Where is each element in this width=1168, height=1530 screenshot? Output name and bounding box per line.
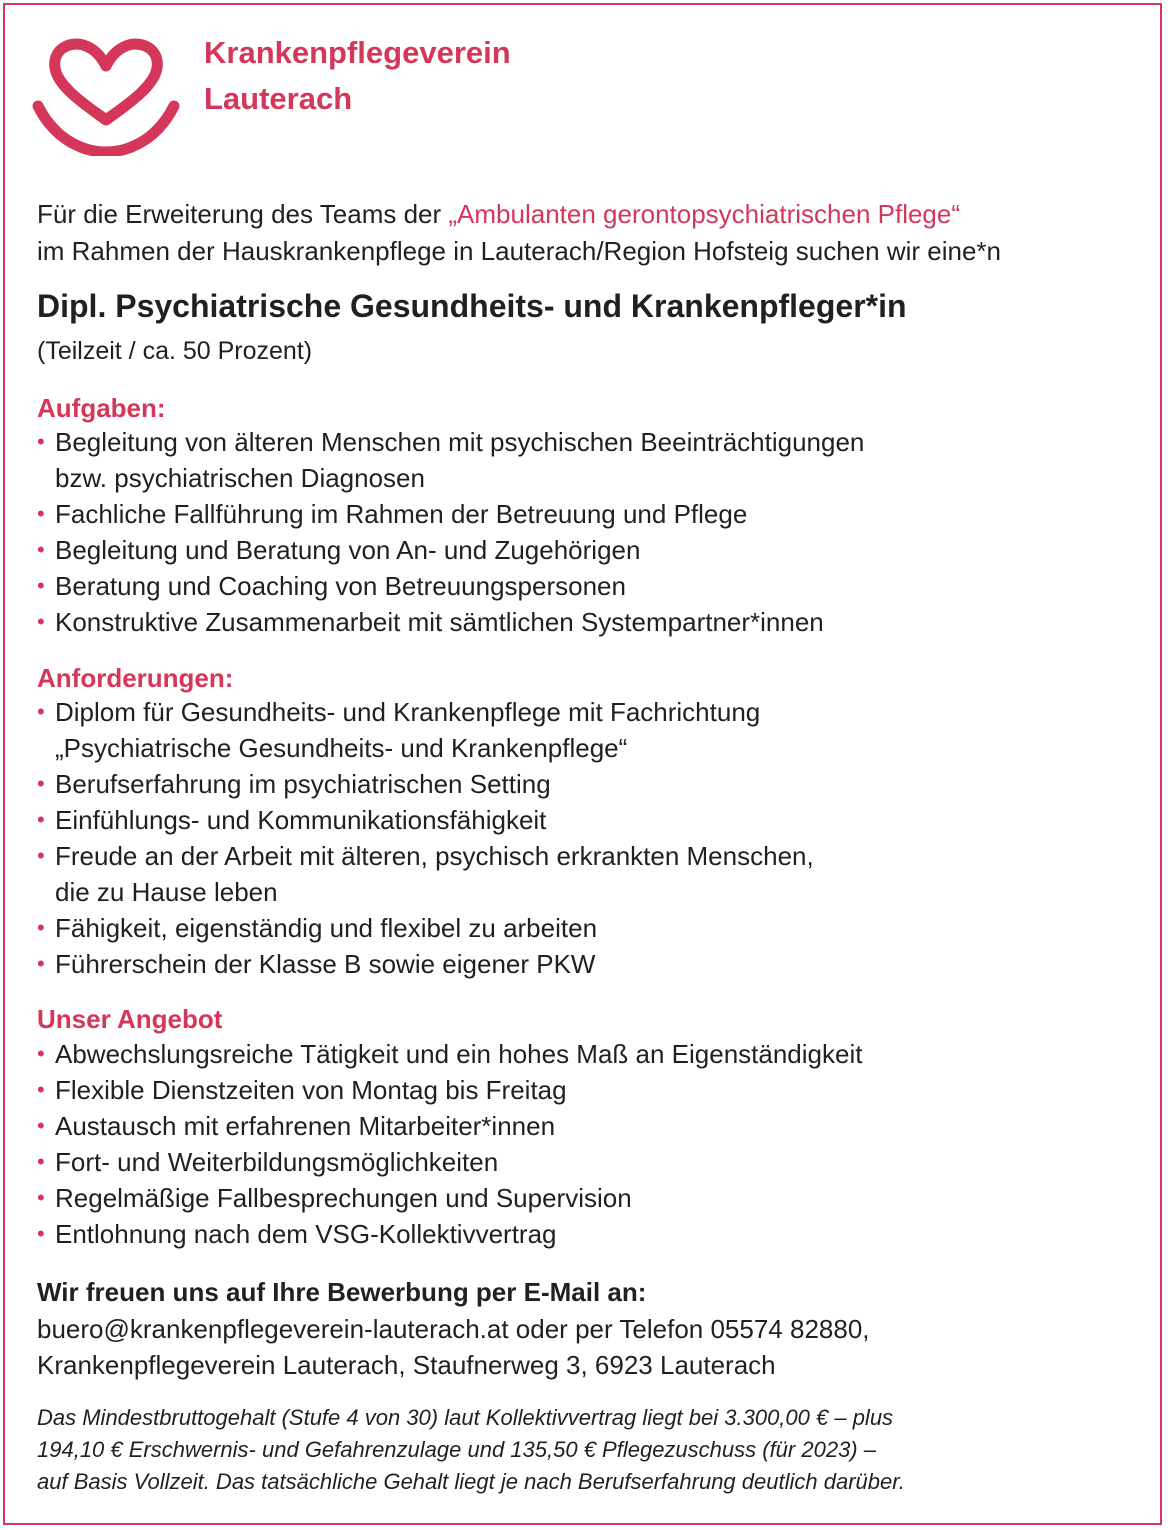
list-item: • Fachliche Fallführung im Rahmen der Betreuung und Pflege bbox=[37, 496, 1147, 532]
angebot-list bbox=[37, 1036, 1147, 1252]
salary-line1: Das Mindestbruttogehalt (Stufe 4 von 30) laut Kollektivvertrag liegt bei 3.300,00 € – plus bbox=[37, 1405, 894, 1430]
intro-highlight: „Ambulanten gerontopsychiatrischen Pflege“ bbox=[448, 199, 961, 229]
job-title: Dipl. Psychiatrische Gesundheits- und Krankenpfleger*in bbox=[37, 288, 907, 324]
section-title-angebot: Unser Angebot bbox=[37, 1004, 223, 1034]
list-item: • Fort- und Weiterbildungsmöglichkeiten bbox=[37, 1144, 1147, 1180]
address: Krankenpflegeverein Lauterach, Staufnerweg 3, 6923 Lauterach bbox=[37, 1350, 776, 1380]
list-item: • Regelmäßige Fallbesprechungen und Supervision bbox=[37, 1180, 1147, 1216]
organization-name bbox=[204, 30, 511, 122]
intro-line2: im Rahmen der Hauskrankenpflege in Lauterach/Region Hofsteig suchen wir eine*n bbox=[37, 236, 1001, 266]
list-item: • Entlohnung nach dem VSG-Kollektivvertrag bbox=[37, 1216, 1147, 1252]
email-link[interactable]: buero@krankenpflegeverein-lauterach.at bbox=[37, 1314, 509, 1344]
heart-smile-icon bbox=[28, 30, 184, 156]
list-item: • Einfühlungs- und Kommunikationsfähigkeit bbox=[37, 802, 1147, 838]
section-title-anforderungen: Anforderungen: bbox=[37, 663, 234, 693]
anforderungen-list bbox=[37, 694, 1147, 982]
list-item: • Freude an der Arbeit mit älteren, psychisch erkrankten Menschen, die zu Hause leben bbox=[37, 838, 1147, 910]
apply-heading: Wir freuen uns auf Ihre Bewerbung per E-Mail an: bbox=[37, 1277, 647, 1307]
contact-block bbox=[37, 1311, 870, 1383]
list-item: • Führerschein der Klasse B sowie eigener PKW bbox=[37, 946, 1147, 982]
aufgaben-list bbox=[37, 424, 1147, 640]
salary-line3: auf Basis Vollzeit. Das tatsächliche Gehalt liegt je nach Berufserfahrung deutlich darüber. bbox=[37, 1469, 905, 1494]
list-item: • Fähigkeit, eigenständig und flexibel zu arbeiten bbox=[37, 910, 1147, 946]
job-subtitle: (Teilzeit / ca. 50 Prozent) bbox=[37, 337, 313, 365]
intro-prefix: Für die Erweiterung des Teams der bbox=[37, 199, 449, 229]
list-item: • Berufserfahrung im psychiatrischen Setting bbox=[37, 766, 1147, 802]
org-name-line1: Krankenpflegeverein bbox=[204, 35, 511, 70]
list-item: • Austausch mit erfahrenen Mitarbeiter*innen bbox=[37, 1108, 1147, 1144]
list-item: • Flexible Dienstzeiten von Montag bis Freitag bbox=[37, 1072, 1147, 1108]
list-item: • Beratung und Coaching von Betreuungspersonen bbox=[37, 568, 1147, 604]
section-title-aufgaben: Aufgaben: bbox=[37, 393, 166, 423]
intro-text bbox=[37, 196, 1147, 270]
list-item: • Begleitung und Beratung von An- und Zugehörigen bbox=[37, 532, 1147, 568]
list-item: • Konstruktive Zusammenarbeit mit sämtlichen Systempartner*innen bbox=[37, 604, 1147, 640]
list-item: • Begleitung von älteren Menschen mit psychischen Beeinträchtigungen bzw. psychiatrischen Diagnosen bbox=[37, 424, 1147, 496]
list-item: • Diplom für Gesundheits- und Krankenpflege mit Fachrichtung „Psychiatrische Gesundheits- und Krankenpflege“ bbox=[37, 694, 1147, 766]
list-item: • Abwechslungsreiche Tätigkeit und ein hohes Maß an Eigenständigkeit bbox=[37, 1036, 1147, 1072]
salary-note bbox=[37, 1402, 1137, 1498]
org-name-line2: Lauterach bbox=[204, 81, 353, 116]
salary-line2: 194,10 € Erschwernis- und Gefahrenzulage und 135,50 € Pflegezuschuss (für 2023) – bbox=[37, 1437, 876, 1462]
phone-text: oder per Telefon 05574 82880, bbox=[508, 1314, 870, 1344]
